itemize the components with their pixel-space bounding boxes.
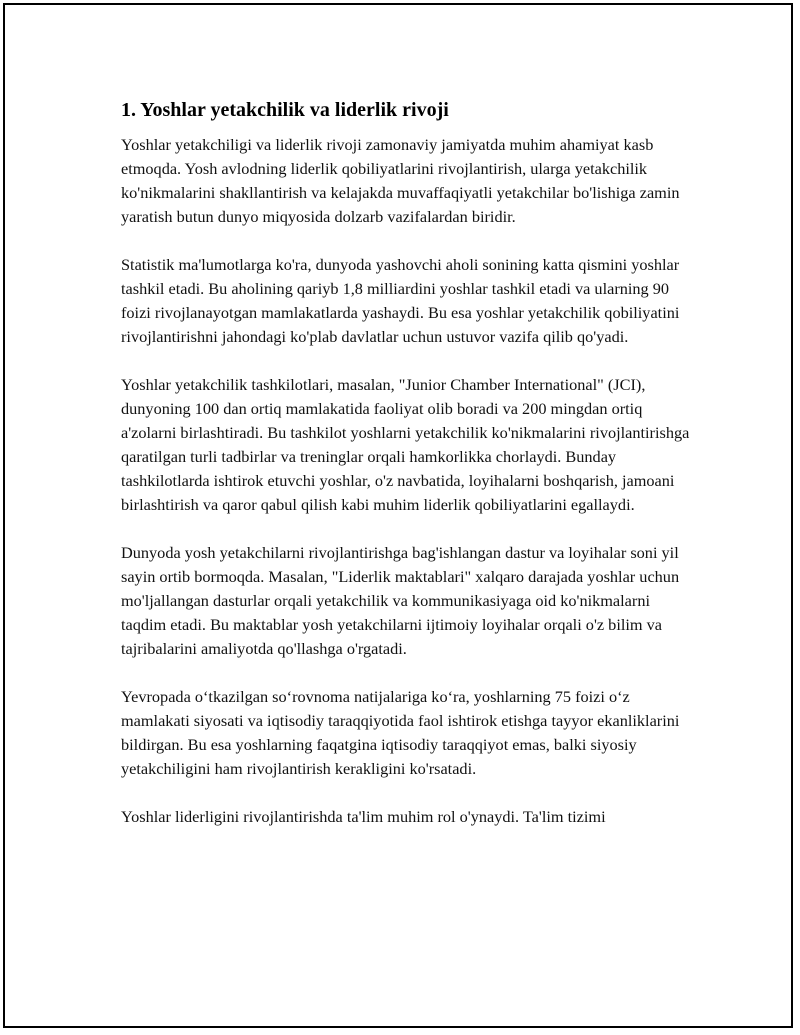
paragraph-3: Yoshlar yetakchilik tashkilotlari, masalan, "Junior Chamber International" (JCI), dunyoning 100 dan ortiq mamlakatida faoliyat olib boradi va 200 mingdan ortiq a'zolarni birlashtiradi. Bu tashkilot yoshlarni yetakchilik ko'nikmalarini rivojlantirishga qaratilgan turli tadbirlar va treninglar orqali hamkorlikka chorlaydi. Bunday tashkilotlarda ishtirok etuvchi yoshlar, o'z navbatida, loyihalarni boshqarish, jamoani birlashtirish va qaror qabul qilish kabi muhim liderlik qobiliyatlarini egallaydi. <box>121 375 690 514</box>
paragraph-5: Yevropada o‘tkazilgan so‘rovnoma natijalariga ko‘ra, yoshlarning 75 foizi o‘z mamlakati siyosati va iqtisodiy taraqqiyotida faol ishtirok etishga tayyor ekanliklarini bildirgan. Bu esa yoshlarning faqatgina iqtisodiy taraqqiyot emas, balki siyosiy yetakchiligini ham rivojlantirish kerakligini ko'rsatadi. <box>121 687 680 778</box>
paragraph-4: Dunyoda yosh yetakchilarni rivojlantirishga bag'ishlangan dastur va loyihalar soni yil sayin ortib bormoqda. Masalan, "Liderlik maktablari" xalqaro darajada yoshlar uchun mo'ljallangan dasturlar orqali yetakchilik va kommunikasiyaga oid ko'nikmalarni taqdim etadi. Bu maktablar yosh yetakchilarni ijtimoiy loyihalar orqali o'z bilim va tajribalarini amaliyotda qo'llashga o'rgatadi. <box>121 543 680 658</box>
paragraph-1: Yoshlar yetakchiligi va liderlik rivoji zamonaviy jamiyatda muhim ahamiyat kasb etmoqda. Yosh avlodning liderlik qobiliyatlarini rivojlantirish, ularga yetakchilik ko'nikmalarini shakllantirish va kelajakda muvaffaqiyatli yetakchilar bo'lishiga zamin yaratish butun dunyo miqyosida dolzarb vazifalardan biridir. <box>121 135 680 226</box>
document-body <box>121 97 695 853</box>
paragraph-2: Statistik ma'lumotlarga ko'ra, dunyoda yashovchi aholi sonining katta qismini yoshlar tashkil etadi. Bu aholining qariyb 1,8 milliardini yoshlar tashkil etadi va ularning 90 foizi rivojlanayotgan mamlakatlarda yashaydi. Bu esa yoshlar yetakchilik qobiliyatini rivojlantirishni jahondagi ko'plab davlatlar uchun ustuvor vazifa qilib qo'yadi. <box>121 255 680 346</box>
section-heading: 1. Yoshlar yetakchilik va liderlik rivoji <box>121 99 449 121</box>
document-page <box>3 3 793 1028</box>
paragraph-6: Yoshlar liderligini rivojlantirishda ta'lim muhim rol o'ynaydi. Ta'lim tizimi <box>121 807 606 826</box>
